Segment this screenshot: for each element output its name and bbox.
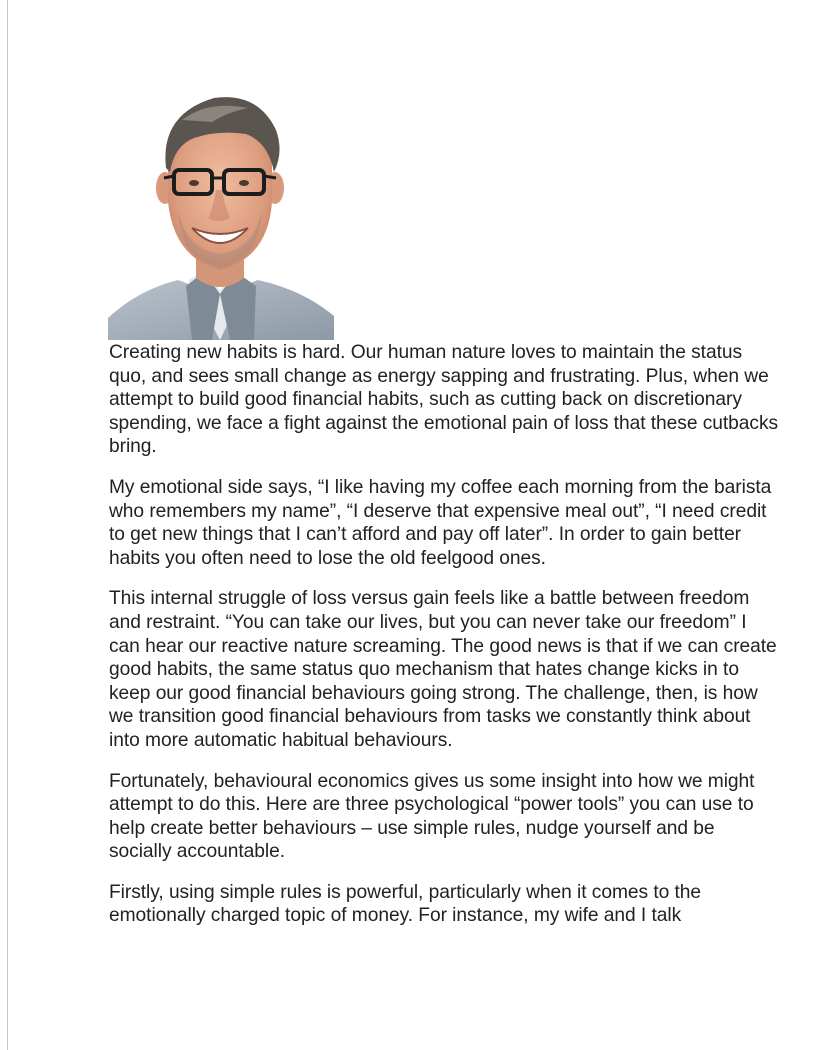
portrait-photo-icon xyxy=(108,90,334,340)
page-left-edge xyxy=(7,0,8,1050)
paragraph: This internal struggle of loss versus gain feels like a battle between freedom and restraint. “You can take our lives, but you can never take our freedom” I can hear our reactive nature screaming. The good news is that if we can create good habits, the same status quo mechanism that hates change kicks in to keep our good financial behaviours going strong. The challenge, then, is how we transition good financial behaviours from tasks we constantly think about into more automatic habitual behaviours. xyxy=(109,588,777,751)
paragraph: Fortunately, behavioural economics gives us some insight into how we might attempt to do this. Here are three psychological “power tools” you can use to help create better behaviours – use simple rules, nudge yourself and be socially accountable. xyxy=(109,770,755,863)
paragraph: Creating new habits is hard. Our human nature loves to maintain the status quo, and sees small change as energy sapping and frustrating. Plus, when we attempt to build good financial habits, such as cutting back on discretionary spending, we face a fight against the emotional pain of loss that these cutbacks bring. xyxy=(109,342,779,458)
paragraph: Firstly, using simple rules is powerful, particularly when it comes to the emotionally charged topic of money. For instance, my wife and I talk xyxy=(109,881,702,927)
paragraph: My emotional side says, “I like having my coffee each morning from the barista who remembers my name”, “I deserve that expensive meal out”, “I need credit to get new things that I can’t afford and pay off later”. In order to gain better habits you often need to lose the old feelgood ones. xyxy=(109,476,772,569)
author-portrait-photo xyxy=(108,90,334,340)
article-body xyxy=(109,341,779,945)
